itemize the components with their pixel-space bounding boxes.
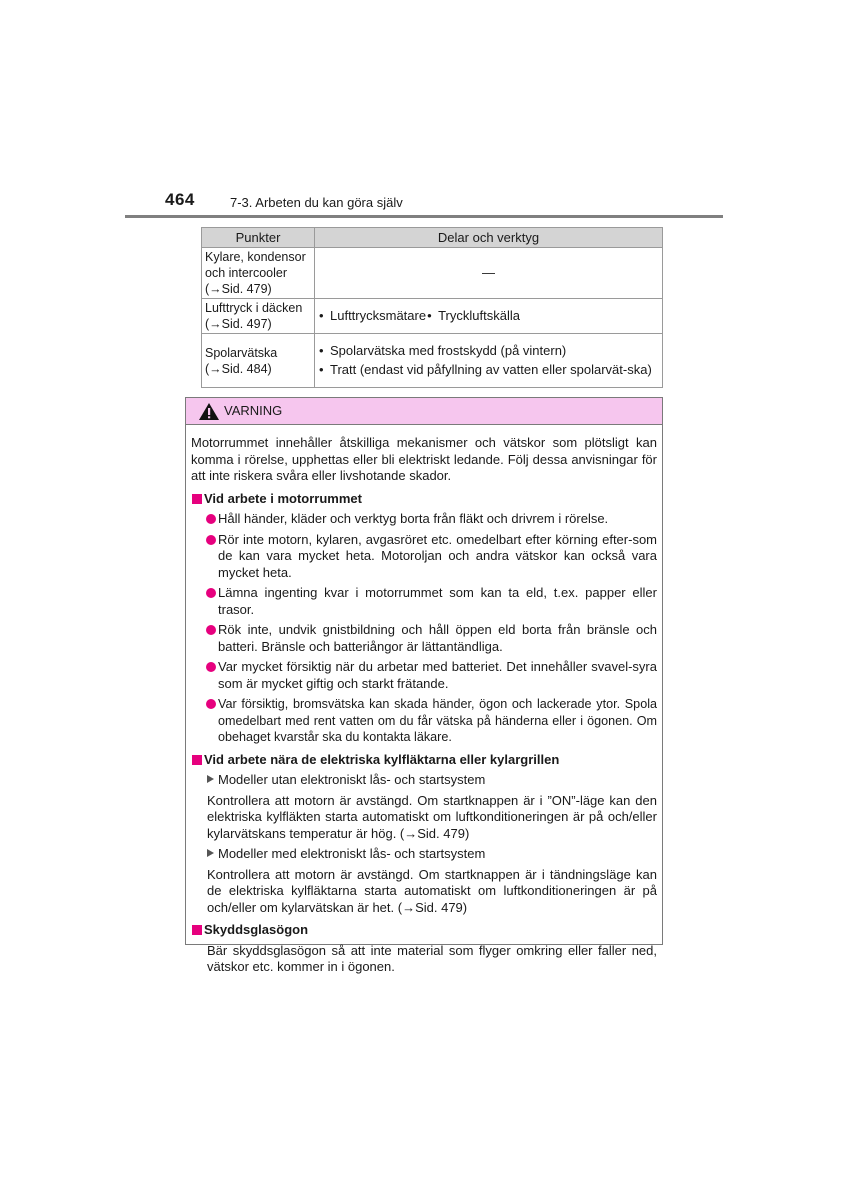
bullet-text: Rök inte, undvik gnistbildning och håll öppen eld borta från bränsle och batteri. Bränsle och batteriångor är lättantändliga. [218, 622, 657, 654]
table-cell-parts: — [315, 248, 663, 299]
round-bullet-icon [206, 514, 216, 524]
glasses-text: Bär skyddsglasögon så att inte material som flyger omkring eller faller ned, vätskor etc. kommer in i ögonen. [207, 942, 657, 974]
table-header-row [202, 228, 663, 248]
round-bullet-icon [206, 535, 216, 545]
glasses-heading [191, 922, 657, 939]
bullet-text: Var mycket försiktig när du arbetar med batteriet. Det innehåller svavel-syra som är mycket giftig och starkt frätande. [218, 659, 657, 691]
engine-heading [191, 491, 657, 508]
table-cell-item [202, 299, 315, 334]
cell-line: (→Sid. 497) [205, 317, 272, 331]
parts-list [318, 308, 659, 324]
list-item [191, 622, 657, 655]
header-rule [125, 215, 723, 218]
bullet-text: Rör inte motorn, kylaren, avgasröret etc. omedelbart efter körning efter-som de kan vara mycket heta. Motoroljan och andra vätskor kan också vara mycket heta. [218, 531, 657, 580]
table-cell-parts [315, 334, 663, 388]
engine-heading-text: Vid arbete i motorrummet [204, 490, 362, 506]
round-bullet-icon [206, 662, 216, 672]
cell-line: (→Sid. 479) [205, 282, 272, 296]
warning-triangle-icon [198, 402, 220, 421]
fans-heading [191, 752, 657, 769]
list-item: • Lufttrycksmätare [318, 308, 426, 324]
model-text: Modeller utan elektroniskt lås- och startsystem [218, 772, 486, 787]
cell-line: Kylare, kondensor [205, 250, 306, 264]
table-row [202, 299, 663, 334]
parts-table [201, 227, 663, 388]
fans-heading-text: Vid arbete nära de elektriska kylfläktarna eller kylargrillen [204, 751, 560, 767]
cell-line: och intercooler [205, 266, 287, 280]
warning-box [185, 397, 663, 974]
warning-header [186, 398, 662, 425]
list-item: • Tratt (endast vid påfyllning av vatten eller spolarvät-ska) [318, 362, 659, 378]
triangle-arrow-icon [207, 775, 214, 783]
warning-label: VARNING [224, 403, 283, 418]
list-item [191, 659, 657, 692]
round-bullet-icon [206, 588, 216, 598]
round-bullet-icon [206, 699, 216, 709]
model-text: Modeller med elektroniskt lås- och startsystem [218, 846, 486, 861]
warning-body [186, 425, 662, 976]
cell-line: Spolarvätska [205, 345, 278, 360]
model-with-text: Kontrollera att motorn är avstängd. Om startknappen är i tändningsläge kan de elektriska kylfläktarna starta automatiskt om luftkonditioneringen är på och/eller om kylarvätskan är het. (→Sid. 479) [207, 866, 657, 915]
bullet-text: Lämna ingenting kvar i motorrummet som kan ta eld, t.ex. papper eller trasor. [218, 585, 657, 617]
bullet-text: Håll händer, kläder och verktyg borta från fläkt och drivrem i rörelse. [218, 511, 609, 526]
square-bullet-icon [192, 925, 202, 935]
parts-list [318, 343, 659, 378]
table-row [202, 248, 663, 299]
list-item [191, 511, 657, 528]
list-item [191, 696, 657, 746]
page-number: 464 [165, 190, 195, 209]
model-without-label [191, 772, 657, 789]
table-row [202, 334, 663, 388]
list-item: • Tryckluftskälla [426, 308, 520, 324]
table-cell-item [202, 248, 315, 299]
page-header [125, 190, 723, 218]
table-cell-parts [315, 299, 663, 334]
list-item: • Spolarvätska med frostskydd (på vintern) [318, 343, 659, 359]
square-bullet-icon [192, 755, 202, 765]
square-bullet-icon [192, 494, 202, 504]
list-item [191, 532, 657, 582]
column-header-items: Punkter [202, 228, 315, 248]
cell-line: (→Sid. 484) [205, 361, 272, 376]
cell-line: Lufttryck i däcken [205, 301, 303, 315]
list-item [191, 585, 657, 618]
bullet-text: Var försiktig, bromsvätska kan skada händer, ögon och lackerade ytor. Spola omedelbart med rent vatten om du får vätska på händerna eller i ögonen. Om obehaget kvarstår ska du kontakta läkare. [218, 697, 657, 744]
triangle-arrow-icon [207, 849, 214, 857]
section-title: 7-3. Arbeten du kan göra själv [230, 195, 403, 210]
round-bullet-icon [206, 625, 216, 635]
warning-intro: Motorrummet innehåller åtskilliga mekanismer och vätskor som plötsligt kan komma i rörelse, upphettas eller bli elektriskt ledande. Följ dessa anvisningar för att inte riskera svåra eller livshotande skador. [191, 435, 657, 483]
model-with-label [191, 846, 657, 863]
glasses-heading-text: Skyddsglasögon [204, 922, 309, 937]
column-header-parts: Delar och verktyg [315, 228, 663, 248]
table-cell-item [202, 334, 315, 388]
model-without-text: Kontrollera att motorn är avstängd. Om startknappen är i ”ON”-läge kan den elektriska kylfläkten starta automatiskt om luftkonditioneringen är på och/eller kylarvätskans temperatur är hög. (→Sid. 479) [207, 792, 657, 841]
